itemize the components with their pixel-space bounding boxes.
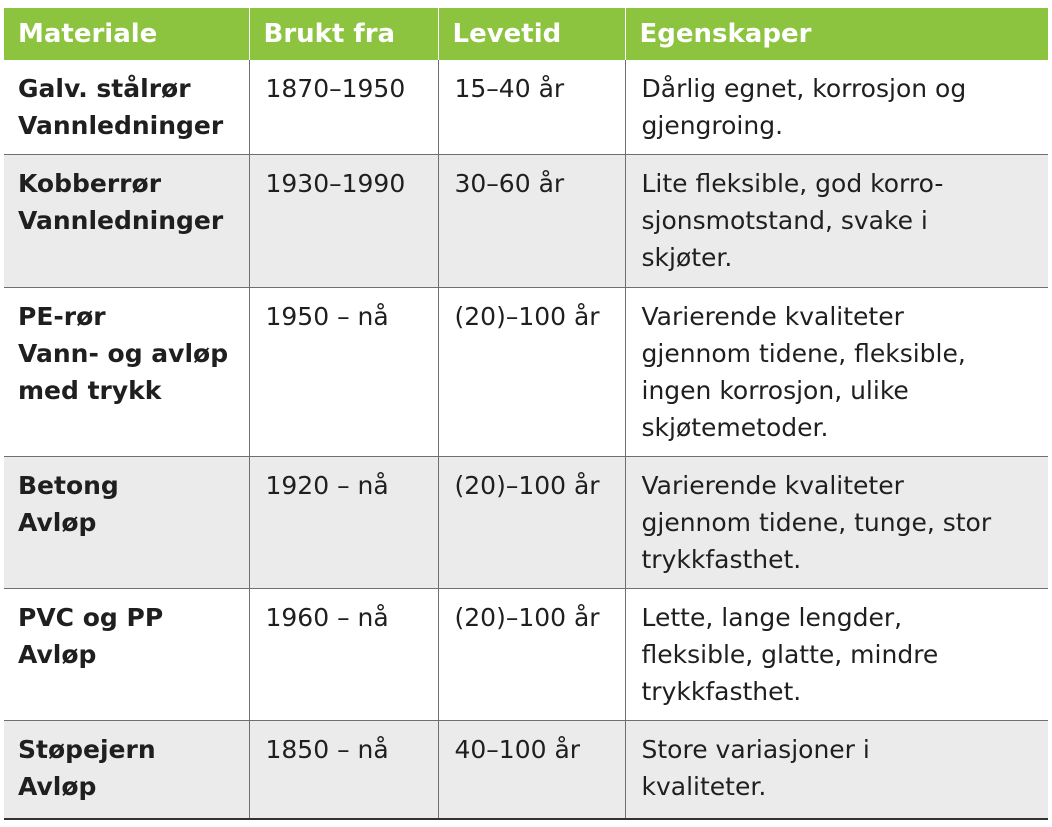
material-use: Avløp xyxy=(18,772,97,801)
properties-cell xyxy=(625,589,1048,721)
used-from-cell: 1850 – nå xyxy=(249,721,438,819)
used-from-cell: 1870–1950 xyxy=(249,60,438,155)
materials-table xyxy=(4,8,1048,820)
material-use: med trykk xyxy=(18,376,162,405)
properties-line: gjennom tidene, tunge, stor xyxy=(641,508,992,537)
material-name: Galv. stålrør xyxy=(18,74,191,103)
properties-line: Lette, lange lengder, xyxy=(641,603,903,632)
properties-line: gjengroing. xyxy=(641,111,784,140)
used-from-cell: 1920 – nå xyxy=(249,457,438,589)
material-use: Avløp xyxy=(18,508,97,537)
properties-cell xyxy=(625,155,1048,288)
material-use: Avløp xyxy=(18,640,97,669)
material-use: Vann- og avløp xyxy=(18,339,229,368)
material-cell xyxy=(4,589,249,721)
header-materiale: Materiale xyxy=(4,8,249,60)
properties-cell xyxy=(625,60,1048,155)
properties-cell xyxy=(625,288,1048,457)
material-name: PE-rør xyxy=(18,302,106,331)
properties-line: Varierende kvaliteter xyxy=(641,302,904,331)
table-row xyxy=(4,589,1048,721)
material-name: Betong xyxy=(18,471,119,500)
lifetime-cell: 15–40 år xyxy=(438,60,625,155)
properties-line: fleksible, glatte, mindre xyxy=(641,640,939,669)
properties-line: Varierende kvaliteter xyxy=(641,471,904,500)
properties-line: Lite fleksible, god korro- xyxy=(641,169,944,198)
lifetime-cell: (20)–100 år xyxy=(438,457,625,589)
lifetime-cell: 30–60 år xyxy=(438,155,625,288)
used-from-cell: 1930–1990 xyxy=(249,155,438,288)
table-row xyxy=(4,60,1048,155)
material-use: Vannledninger xyxy=(18,111,224,140)
properties-line: sjonsmotstand, svake i xyxy=(641,206,928,235)
lifetime-cell: 40–100 år xyxy=(438,721,625,819)
table-header-row xyxy=(4,8,1048,60)
material-cell xyxy=(4,457,249,589)
header-levetid: Levetid xyxy=(438,8,625,60)
properties-line: kvaliteter. xyxy=(641,772,767,801)
header-egenskaper: Egenskaper xyxy=(625,8,1048,60)
properties-line: Store variasjoner i xyxy=(641,735,870,764)
table-row xyxy=(4,155,1048,288)
table-row xyxy=(4,457,1048,589)
properties-cell xyxy=(625,457,1048,589)
material-cell xyxy=(4,721,249,819)
used-from-cell: 1960 – nå xyxy=(249,589,438,721)
properties-cell xyxy=(625,721,1048,819)
properties-line: skjøter. xyxy=(641,243,733,272)
material-name: Støpejern xyxy=(18,735,156,764)
properties-line: gjennom tidene, fleksible, xyxy=(641,339,966,368)
material-cell xyxy=(4,60,249,155)
properties-line: Dårlig egnet, korrosjon og xyxy=(641,74,967,103)
material-cell xyxy=(4,155,249,288)
material-name: PVC og PP xyxy=(18,603,164,632)
properties-line: trykkfasthet. xyxy=(641,545,802,574)
table-row xyxy=(4,721,1048,819)
lifetime-cell: (20)–100 år xyxy=(438,288,625,457)
used-from-cell: 1950 – nå xyxy=(249,288,438,457)
properties-line: skjøtemetoder. xyxy=(641,413,829,442)
lifetime-cell: (20)–100 år xyxy=(438,589,625,721)
properties-line: ingen korrosjon, ulike xyxy=(641,376,909,405)
material-cell xyxy=(4,288,249,457)
table-row xyxy=(4,288,1048,457)
header-brukt-fra: Brukt fra xyxy=(249,8,438,60)
material-name: Kobberrør xyxy=(18,169,162,198)
material-use: Vannledninger xyxy=(18,206,224,235)
properties-line: trykkfasthet. xyxy=(641,677,802,706)
